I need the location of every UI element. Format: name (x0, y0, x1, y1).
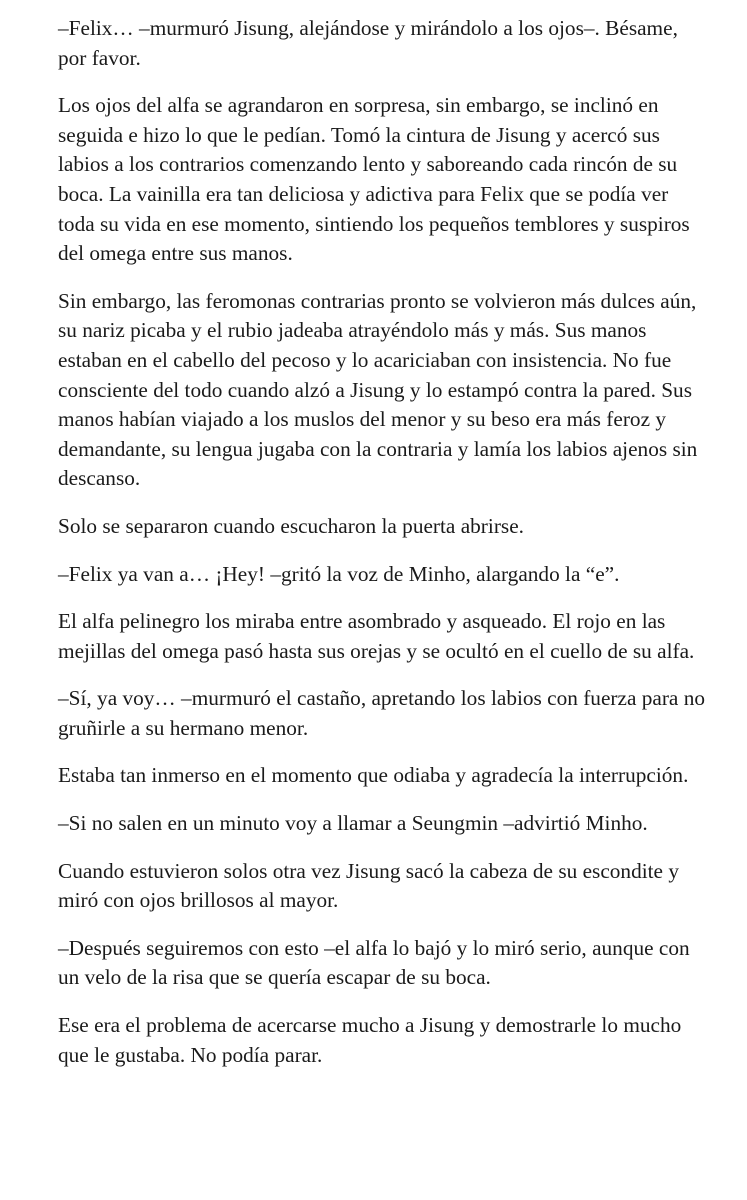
paragraph-2: Los ojos del alfa se agrandaron en sorpresa, sin embargo, se inclinó en seguida e hizo lo que le pedían. Tomó la cintura de Jisung y acercó sus labios a los contrarios comenzando lento y saboreando cada rincón de su boca. La vainilla era tan deliciosa y adictiva para Felix que se podía ver toda su vida en ese momento, sintiendo los pequeños temblores y suspiros del omega entre sus manos. (58, 93, 690, 266)
paragraph-8: Estaba tan inmerso en el momento que odiaba y agradecía la interrupción. (58, 763, 689, 788)
paragraph-6: El alfa pelinegro los miraba entre asombrado y asqueado. El rojo en las mejillas del omega pasó hasta sus orejas y se ocultó en el cuello de su alfa. (58, 609, 695, 663)
paragraph-5: –Felix ya van a… ¡Hey! –gritó la voz de Minho, alargando la “e”. (58, 561, 620, 586)
paragraph-3: Sin embargo, las feromonas contrarias pronto se volvieron más dulces aún, su nariz picaba y el rubio jadeaba atrayéndolo más y más. Sus manos estaban en el cabello del pecoso y lo acariciaban con insistencia. No fue consciente del todo cuando alzó a Jisung y lo estampó contra la pared. Sus manos habían viajado a los muslos del menor y su beso era más feroz y demandante, su lengua jugaba con la contraria y lamía los labios ajenos sin descanso. (58, 288, 698, 491)
paragraph-11: –Después seguiremos con esto –el alfa lo bajó y lo miró serio, aunque con un velo de la risa que se quería escapar de su boca. (58, 935, 690, 990)
paragraph-10: Cuando estuvieron solos otra vez Jisung sacó la cabeza de su escondite y miró con ojos brillosos al mayor. (58, 858, 679, 913)
paragraph-7: –Sí, ya voy… –murmuró el castaño, apretando los labios con fuerza para no gruñirle a su hermano menor. (58, 686, 705, 740)
paragraph-9: –Si no salen en un minuto voy a llamar a Seungmin –advirtió Minho. (58, 811, 648, 836)
paragraph-4: Solo se separaron cuando escucharon la puerta abrirse. (58, 513, 524, 538)
paragraph-12: Ese era el problema de acercarse mucho a Jisung y demostrarle lo mucho que le gustaba. No podía parar. (58, 1013, 682, 1067)
paragraph-1: –Felix… –murmuró Jisung, alejándose y mirándolo a los ojos–. Bésame, por favor. (58, 16, 678, 70)
